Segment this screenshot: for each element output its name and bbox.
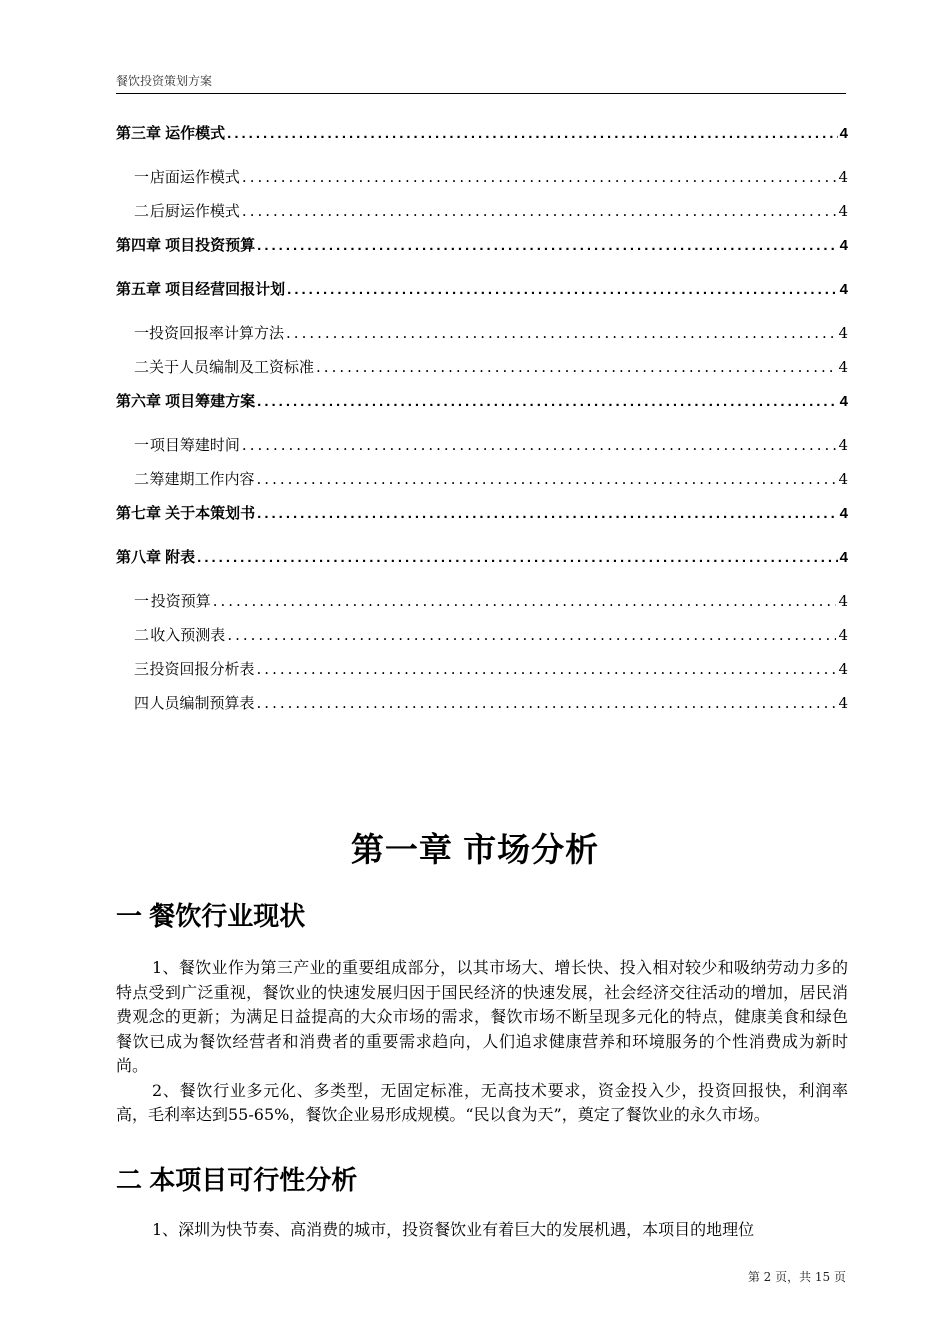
toc-section-entry[interactable] bbox=[116, 356, 848, 390]
toc-dot-leader bbox=[316, 358, 836, 376]
toc-entry-title: 关于人员编制及工资标准 bbox=[149, 358, 315, 376]
paragraph: 1、深圳为快节奏、高消费的城市，投资餐饮业有着巨大的发展机遇，本项目的地理位 bbox=[152, 1220, 755, 1239]
toc-section-entry[interactable] bbox=[116, 468, 848, 502]
paragraph: 2、餐饮行业多元化、多类型，无固定标准，无高技术要求，资金投入少，投资回报快，利润率高，毛利率达到55-65%，餐饮企业易形成规模。“民以食为天”，奠定了餐饮业的永久市场。 bbox=[116, 1080, 848, 1124]
toc-page-number: 4 bbox=[838, 694, 848, 712]
toc-page-number: 4 bbox=[838, 324, 848, 342]
toc-dot-leader bbox=[242, 202, 837, 220]
toc-entry-number: 三 bbox=[134, 660, 150, 678]
toc-section-entry[interactable] bbox=[116, 166, 848, 200]
toc-dot-leader bbox=[257, 237, 837, 254]
toc-entry-number: 一 bbox=[134, 168, 150, 186]
toc-entry-number: 四 bbox=[134, 694, 150, 712]
section-heading: 二 本项目可行性分析 bbox=[116, 1165, 358, 1195]
toc-dot-leader bbox=[257, 470, 837, 488]
paragraph: 1、餐饮业作为第三产业的重要组成部分，以其市场大、增长快、投入相对较少和吸纳劳动力多的特点受到广泛重视，餐饮业的快速发展归因于国民经济的快速发展，社会经济交往活动的增加，居民消费观念的更新；为满足日益提高的大众市场的需求，餐饮市场不断呈现多元化的特点，健康美食和绿色餐饮已成为餐饮经营者和消费者的重要需求趋向，人们追求健康营养和环境服务的个性消费成为新时尚。 bbox=[116, 958, 848, 1075]
toc-page-number: 4 bbox=[838, 202, 848, 220]
toc-entry-number: 二 bbox=[134, 470, 150, 488]
section-body bbox=[116, 956, 848, 1128]
toc-dot-leader bbox=[257, 393, 837, 410]
toc-section-entry[interactable] bbox=[116, 590, 848, 624]
toc-page-number: 4 bbox=[839, 549, 848, 566]
toc-entry-number: 一 bbox=[134, 592, 150, 610]
toc-entry-title: 第八章 附表 bbox=[116, 549, 196, 566]
toc-chapter-entry[interactable] bbox=[116, 390, 848, 434]
toc-section-entry[interactable] bbox=[116, 692, 848, 726]
toc-entry-title: 后厨运作模式 bbox=[149, 202, 240, 220]
chapter-title: 第一章 市场分析 bbox=[350, 831, 600, 868]
section-heading: 一 餐饮行业现状 bbox=[116, 901, 306, 931]
toc-chapter-entry[interactable] bbox=[116, 122, 848, 166]
toc-section-entry[interactable] bbox=[116, 200, 848, 234]
toc-dot-leader bbox=[227, 626, 836, 644]
toc-page-number: 4 bbox=[839, 393, 848, 410]
toc-dot-leader bbox=[257, 694, 837, 712]
toc-page-number: 4 bbox=[838, 168, 848, 186]
toc-entry-title: 投资回报率计算方法 bbox=[149, 324, 285, 342]
toc-section-entry[interactable] bbox=[116, 658, 848, 692]
toc-entry-number: 一 bbox=[134, 436, 150, 454]
toc-dot-leader bbox=[242, 436, 837, 454]
toc-dot-leader bbox=[286, 324, 836, 342]
toc-dot-leader bbox=[242, 168, 837, 186]
toc-dot-leader bbox=[213, 592, 837, 610]
toc-section-entry[interactable] bbox=[116, 322, 848, 356]
toc-page-number: 4 bbox=[838, 358, 848, 376]
toc-entry-number: 二 bbox=[134, 626, 150, 644]
toc-section-entry[interactable] bbox=[116, 624, 848, 658]
toc-entry-title: 店面运作模式 bbox=[149, 168, 240, 186]
toc-dot-leader bbox=[287, 281, 837, 298]
toc-chapter-entry[interactable] bbox=[116, 546, 848, 590]
toc-entry-title: 第四章 项目投资预算 bbox=[116, 237, 256, 254]
toc-chapter-entry[interactable] bbox=[116, 234, 848, 278]
toc-page-number: 4 bbox=[839, 505, 848, 522]
toc-entry-number: 一 bbox=[134, 324, 150, 342]
section-body bbox=[116, 1218, 848, 1243]
toc-entry-title: 投资预算 bbox=[150, 592, 211, 610]
toc-entry-title: 投资回报分析表 bbox=[149, 660, 255, 678]
page-header: 餐饮投资策划方案 bbox=[116, 72, 846, 94]
toc-dot-leader bbox=[257, 660, 837, 678]
toc-page-number: 4 bbox=[838, 592, 848, 610]
toc-section-entry[interactable] bbox=[116, 434, 848, 468]
toc-page-number: 4 bbox=[839, 125, 848, 142]
toc-dot-leader bbox=[257, 505, 837, 522]
toc-entry-title: 筹建期工作内容 bbox=[149, 470, 255, 488]
toc-chapter-entry[interactable] bbox=[116, 502, 848, 546]
toc-entry-title: 第三章 运作模式 bbox=[116, 125, 226, 142]
toc-entry-title: 收入预测表 bbox=[150, 626, 226, 644]
toc-dot-leader bbox=[197, 549, 837, 566]
toc-page-number: 4 bbox=[838, 660, 848, 678]
toc-entry-title: 项目筹建时间 bbox=[149, 436, 240, 454]
toc-entry-title: 人员编制预算表 bbox=[149, 694, 255, 712]
toc-chapter-entry[interactable] bbox=[116, 278, 848, 322]
page-footer: 第 2 页，共 15 页 bbox=[747, 1270, 846, 1284]
toc-entry-title: 第五章 项目经营回报计划 bbox=[116, 281, 286, 298]
toc-entry-number: 二 bbox=[134, 358, 150, 376]
toc-entry-title: 第七章 关于本策划书 bbox=[116, 505, 256, 522]
toc-page-number: 4 bbox=[838, 436, 848, 454]
toc-entry-title: 第六章 项目筹建方案 bbox=[116, 393, 256, 410]
toc-page-number: 4 bbox=[839, 237, 848, 254]
table-of-contents bbox=[116, 122, 848, 726]
toc-page-number: 4 bbox=[839, 281, 848, 298]
toc-page-number: 4 bbox=[838, 626, 848, 644]
toc-page-number: 4 bbox=[838, 470, 848, 488]
toc-entry-number: 二 bbox=[134, 202, 150, 220]
toc-dot-leader bbox=[227, 125, 837, 142]
